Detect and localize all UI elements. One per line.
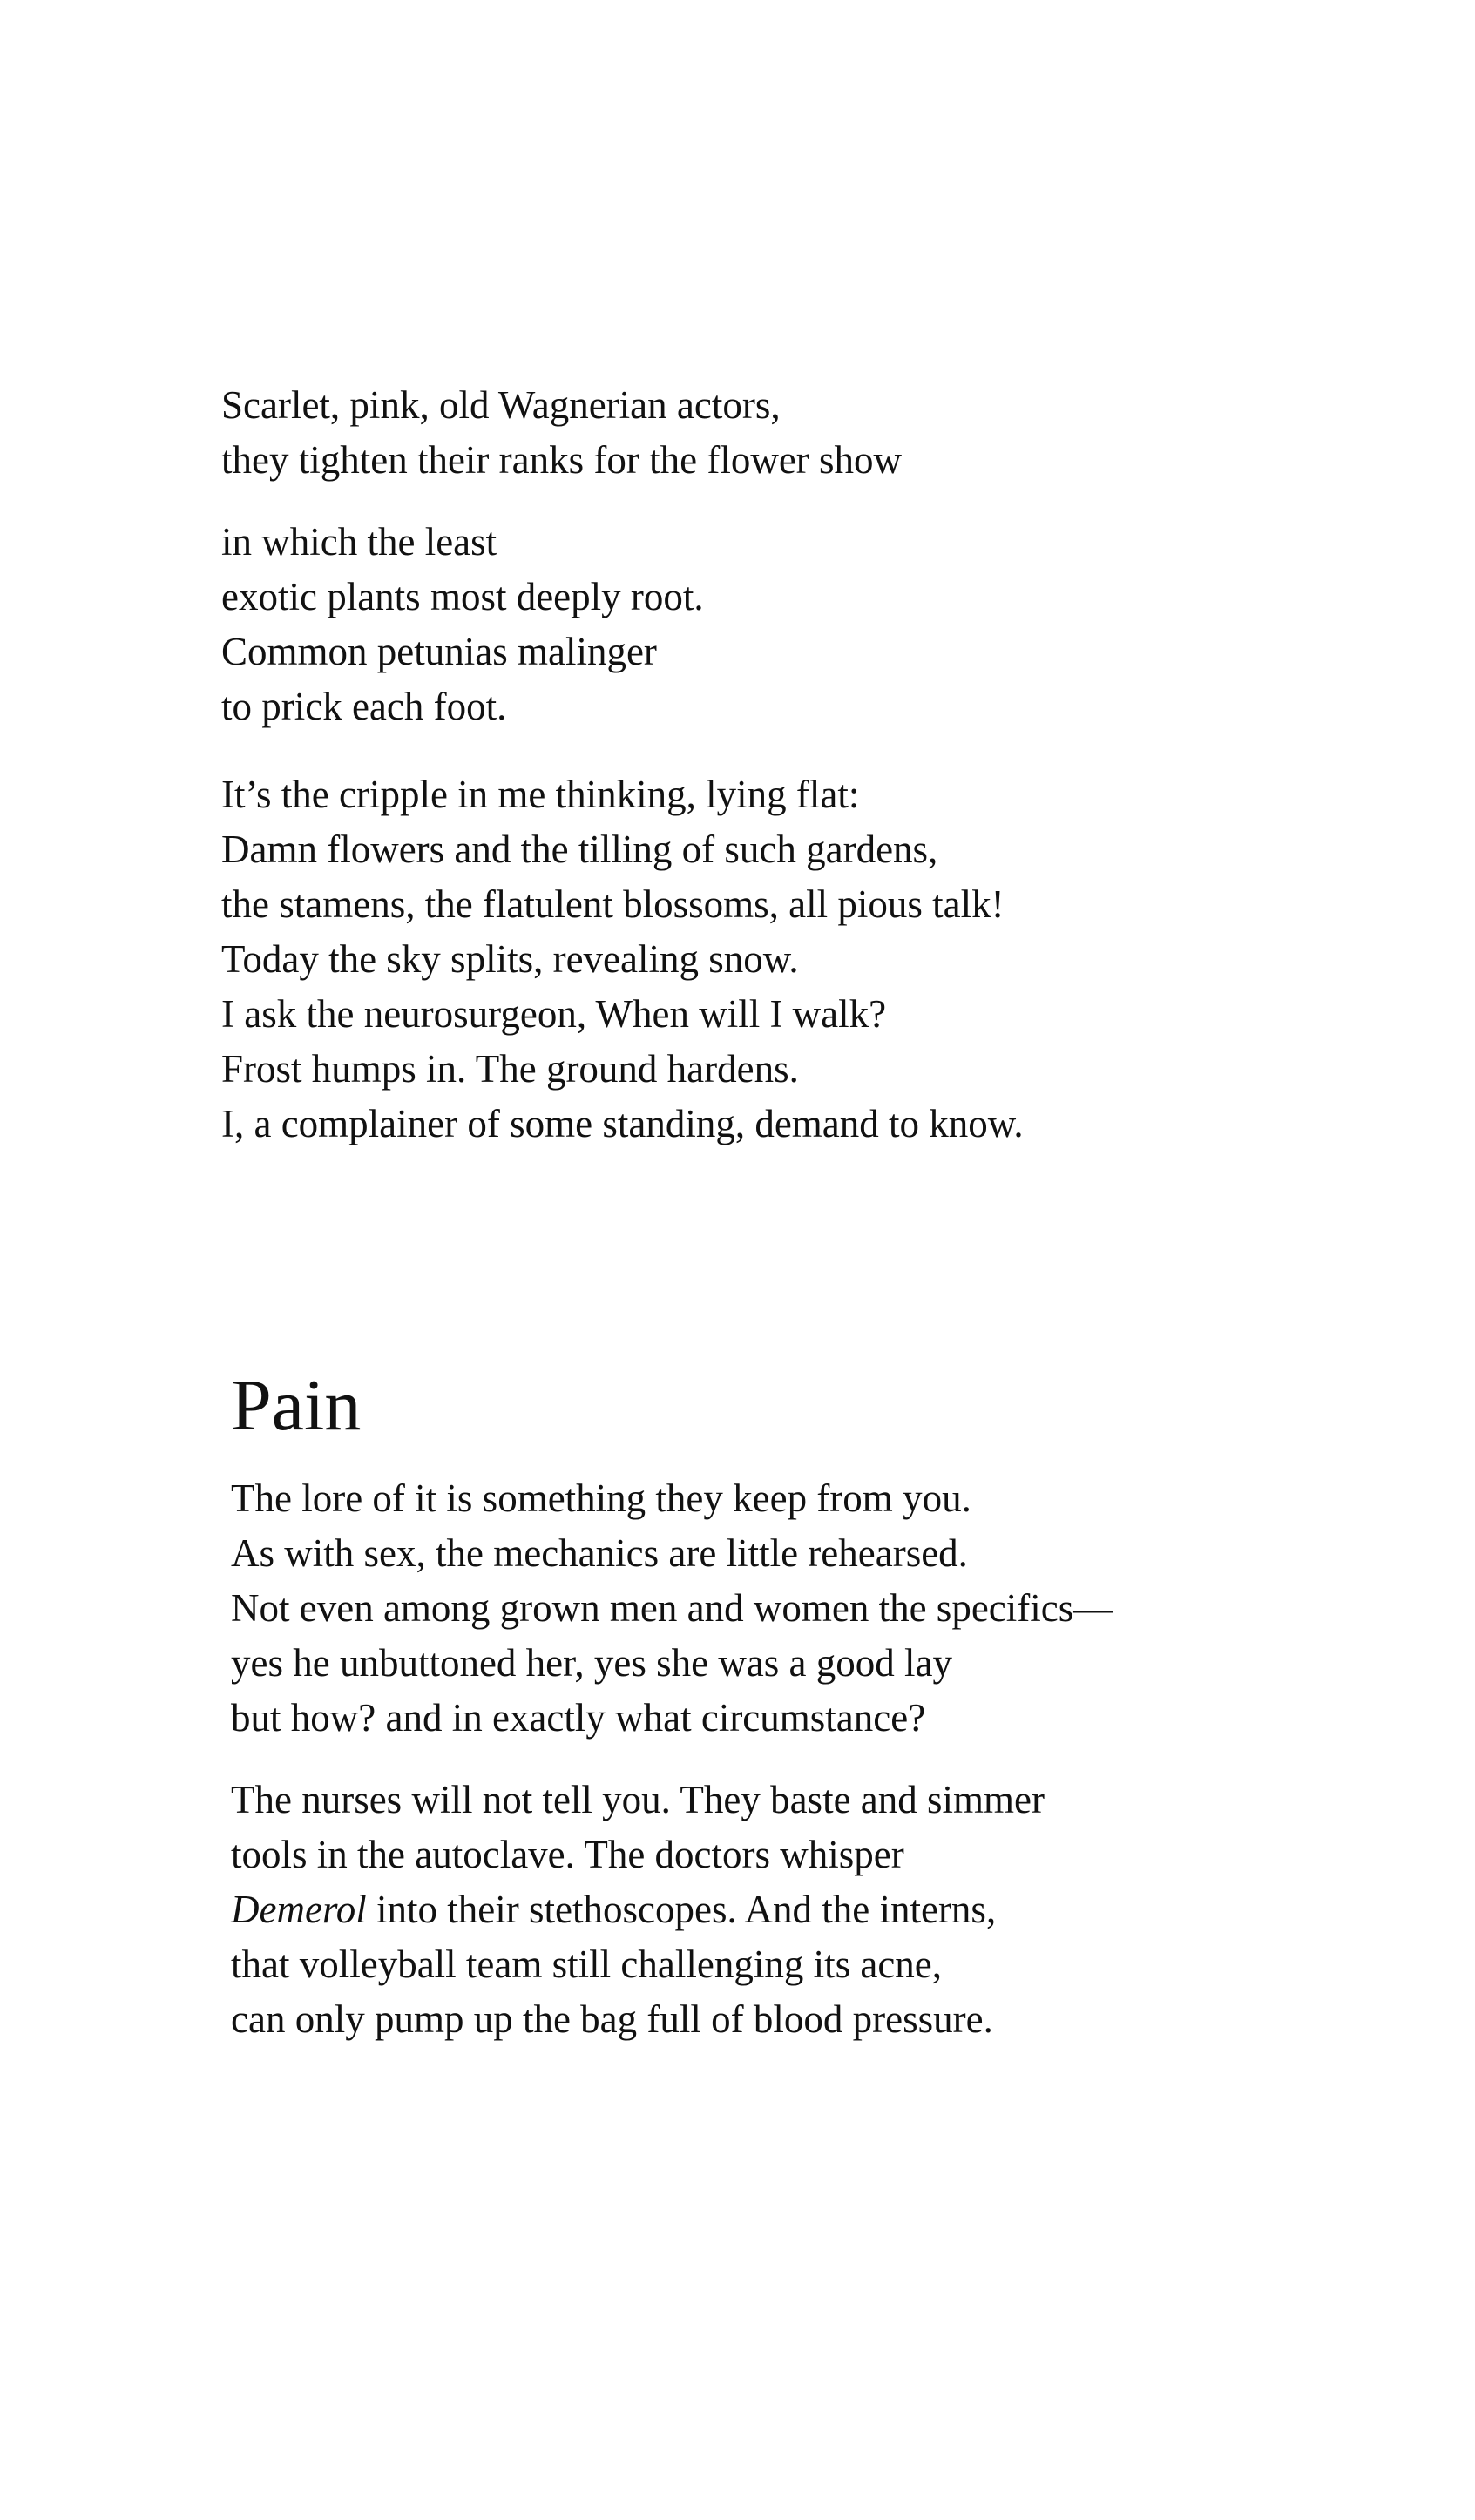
poem-line: It’s the cripple in me thinking, lying flat: <box>221 773 860 816</box>
poem-line: As with sex, the mechanics are little rehearsed. <box>231 1531 968 1575</box>
poem-line: Common petunias malinger <box>221 630 657 673</box>
poem-line: that volleyball team still challenging its acne, <box>231 1942 943 1986</box>
poem-line: Not even among grown men and women the specifics— <box>231 1586 1113 1630</box>
poem-line: Today the sky splits, revealing snow. <box>221 937 799 981</box>
poem-line: Frost humps in. The ground hardens. <box>221 1047 799 1091</box>
poem-line: The lore of it is something they keep from you. <box>231 1476 971 1520</box>
poem-line: yes he unbuttoned her, yes she was a good lay <box>231 1641 952 1685</box>
poem-line: exotic plants most deeply root. <box>221 575 704 618</box>
poem-line: the stamens, the flatulent blossoms, all pious talk! <box>221 882 1005 926</box>
line-text: into their stethoscopes. And the interns, <box>366 1888 997 1931</box>
poem-line: I ask the neurosurgeon, When will I walk? <box>221 992 887 1036</box>
poem-line: to prick each foot. <box>221 685 507 728</box>
poem-line: in which the least <box>221 520 497 564</box>
poem-line: tools in the autoclave. The doctors whisper <box>231 1833 904 1876</box>
poem-line: I, a complainer of some standing, demand to know. <box>221 1102 1024 1145</box>
poem-line: The nurses will not tell you. They baste and simmer <box>231 1778 1045 1821</box>
poem-line: but how? and in exactly what circumstance? <box>231 1696 926 1740</box>
poem-line: they tighten their ranks for the flower show <box>221 438 903 482</box>
poem-line: Scarlet, pink, old Wagnerian actors, <box>221 383 781 427</box>
poem-title: Pain <box>231 1365 362 1446</box>
italic-word: Demerol <box>231 1888 367 1931</box>
poem-line: Damn flowers and the tilling of such gardens, <box>221 828 938 871</box>
poem-line: can only pump up the bag full of blood pressure. <box>231 1997 993 2041</box>
poem-line <box>231 1890 996 1929</box>
